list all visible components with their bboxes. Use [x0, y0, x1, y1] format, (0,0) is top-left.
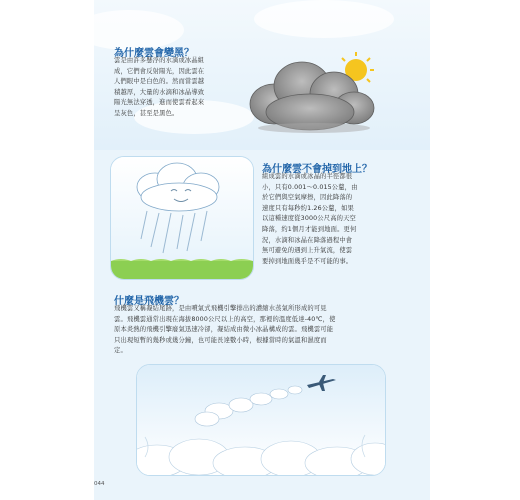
section-body-contrail: 飛機雲又稱凝結尾跡，是由噴氣式飛機引擎排出的濃縮水蒸氣所形成的可見 雲。飛機雲通常出現在海拔8000公尺以上的高空，那裡的溫度低達-40℃，使 原本炎熱的飛機引擎廢氣迅速冷卻，凝結成由微小冰晶構成的雲。飛機雲可能 只出現短暫的幾秒或幾分鐘，也可能長達數小時，根據當時的氣溫和濕度而 定。	[114, 305, 336, 355]
smiling-cloud-illustration	[110, 156, 254, 280]
dark-cloud-illustration	[244, 46, 384, 138]
section-title-contrail: 什麼是飛機雲？	[114, 296, 184, 307]
section-body-why-dark: 雲是由許多懸浮的水滴或冰晶組 成，它們會反射陽光，因此雲在 人們眼中是白色的。然而當雲越 積越厚，大量的水滴和冰晶導致 陽光無法穿透，進而使雲看起來 呈灰色，甚至是黑色。	[114, 57, 205, 117]
section-title-why-dark: 為什麼雲會變黑？	[114, 48, 194, 59]
page	[94, 0, 430, 500]
section-body-why-not-fall: 組成雲的水滴或冰晶的半徑都很 小，只有0.001～0.015公釐，由 於它們與空氣摩擦，因此降落的 速度只有每秒約1.26公釐，如果 以這種速度從3000公尺高的天空 降落，約1個月才能到地面。更何 況，水滴和冰晶在降落過程中會 無可避免的遇到上升氣流，使雲 要掉到地面幾乎是不可能的事。	[262, 173, 358, 265]
section-title-why-not-fall: 為什麼雲不會掉到地上？	[262, 164, 372, 175]
contrail-illustration	[136, 364, 386, 476]
page-number: 044	[94, 481, 105, 487]
